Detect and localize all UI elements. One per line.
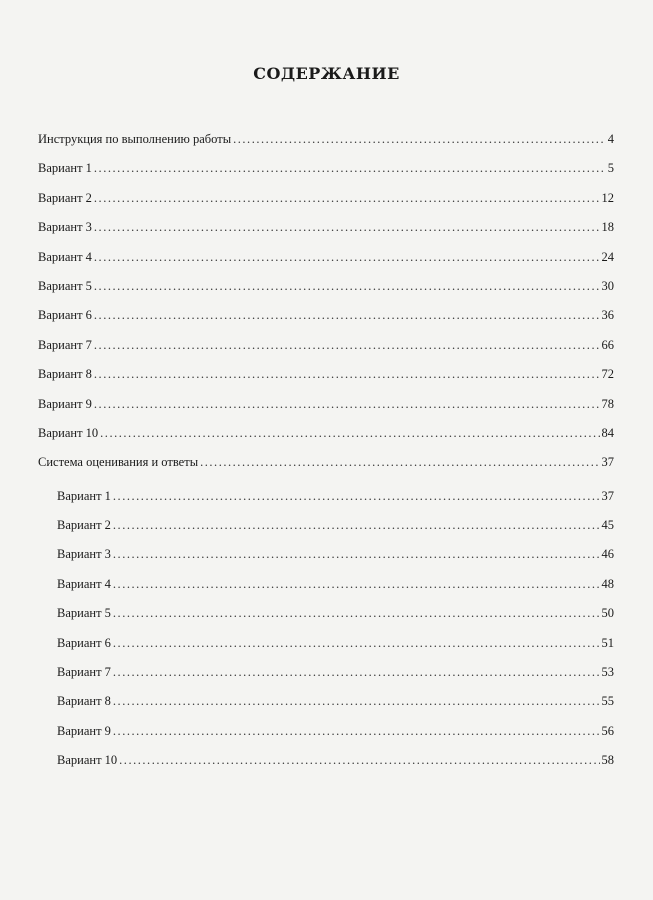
- toc-subentry-label: Вариант 4: [57, 576, 111, 591]
- toc-entry-page: 36: [601, 308, 614, 323]
- toc-entry-label: Вариант 10: [38, 425, 99, 440]
- toc-subentry-variant-4: [38, 577, 614, 606]
- page-title: СОДЕРЖАНИЕ: [253, 64, 400, 83]
- toc-dot-leader: [94, 250, 600, 265]
- toc-entry-page: 5: [607, 161, 614, 176]
- toc-entry-variant-4: [38, 250, 614, 279]
- toc-subentry-page: 50: [601, 606, 614, 621]
- toc-subentry-variant-3: [38, 547, 614, 576]
- toc-subentry-label: Вариант 9: [57, 723, 111, 738]
- toc-dot-leader: [94, 161, 606, 176]
- toc-subentry-label: Вариант 8: [57, 694, 111, 709]
- toc-entry-label: Вариант 8: [38, 367, 92, 382]
- toc-entry-label: Вариант 5: [38, 278, 92, 293]
- toc-subentry-page: 58: [601, 753, 614, 768]
- toc-dot-leader: [94, 338, 600, 353]
- toc-entry-page: 30: [601, 278, 614, 293]
- toc-subentry-variant-6: [38, 636, 614, 665]
- toc-subentry-variant-9: [38, 724, 614, 753]
- toc-dot-leader: [113, 636, 600, 651]
- toc-subentry-page: 37: [601, 488, 614, 503]
- toc-dot-leader: [119, 753, 599, 768]
- toc-subentry-variant-8: [38, 694, 614, 723]
- toc-subentry-page: 46: [601, 547, 614, 562]
- toc-subentry-page: 56: [601, 723, 614, 738]
- toc-entry-label: Вариант 9: [38, 396, 92, 411]
- toc-dot-leader: [94, 308, 600, 323]
- toc-entry-variant-8: [38, 367, 614, 396]
- toc-dot-leader: [94, 279, 600, 294]
- toc-dot-leader: [94, 367, 600, 382]
- toc-dot-leader: [100, 426, 599, 441]
- toc-entry-page: 4: [607, 132, 614, 146]
- toc-dot-leader: [113, 724, 600, 739]
- toc-subentry-page: 51: [601, 635, 614, 650]
- toc-entry-label: Вариант 6: [38, 308, 92, 323]
- toc-dot-leader: [113, 518, 600, 533]
- toc-subentry-page: 45: [601, 518, 614, 533]
- toc-dot-leader: [113, 489, 600, 504]
- toc-subentry-variant-10: [38, 753, 614, 782]
- toc-subentry-variant-2: [38, 518, 614, 547]
- toc-dot-leader: [113, 606, 600, 621]
- toc-entry-label: Вариант 1: [38, 161, 92, 176]
- toc-entry-label: Система оценивания и ответы: [38, 455, 199, 470]
- toc-entry-label: Вариант 2: [38, 190, 92, 205]
- toc-entry-answers: [38, 455, 614, 484]
- toc-entry-label: Вариант 7: [38, 337, 92, 352]
- toc-subentry-label: Вариант 10: [57, 753, 118, 768]
- toc-dot-leader: [94, 220, 600, 235]
- toc-entry-variant-1: [38, 161, 614, 190]
- toc-entry-variant-9: [38, 397, 614, 426]
- toc-subentry-label: Вариант 6: [57, 635, 111, 650]
- toc-dot-leader: [94, 397, 600, 412]
- toc-dot-leader: [233, 132, 606, 147]
- toc-entry-variant-2: [38, 191, 614, 220]
- toc-entry-page: 78: [601, 396, 614, 411]
- toc-entry-variant-5: [38, 279, 614, 308]
- toc-entry-variant-10: [38, 426, 614, 455]
- toc-entry-label: Вариант 3: [38, 220, 92, 235]
- toc-entry-page: 12: [601, 190, 614, 205]
- toc-subentry-page: 55: [601, 694, 614, 709]
- toc-dot-leader: [94, 191, 600, 206]
- toc-subentry-label: Вариант 3: [57, 547, 111, 562]
- toc-dot-leader: [200, 455, 599, 470]
- toc-entry-instructions: [38, 132, 614, 161]
- toc-subentry-page: 48: [601, 576, 614, 591]
- toc-subentry-label: Вариант 5: [57, 606, 111, 621]
- toc-entry-page: 84: [601, 425, 614, 440]
- toc-subentry-variant-7: [38, 665, 614, 694]
- toc-dot-leader: [113, 665, 600, 680]
- toc-dot-leader: [113, 694, 600, 709]
- toc-subentry-label: Вариант 7: [57, 665, 111, 680]
- toc-subentry-label: Вариант 1: [57, 488, 111, 503]
- toc-entry-variant-7: [38, 338, 614, 367]
- toc-dot-leader: [113, 547, 600, 562]
- toc-entry-page: 37: [601, 455, 614, 470]
- toc-dot-leader: [113, 577, 600, 592]
- toc-subentry-variant-5: [38, 606, 614, 635]
- toc-entry-page: 66: [601, 337, 614, 352]
- toc-entry-page: 24: [601, 249, 614, 264]
- toc-subentry-variant-1: [38, 489, 614, 518]
- toc-subentry-page: 53: [601, 665, 614, 680]
- toc-entry-variant-3: [38, 220, 614, 249]
- toc-entry-label: Инструкция по выполнению работы: [38, 132, 232, 146]
- toc-subentry-label: Вариант 2: [57, 518, 111, 533]
- toc-entry-label: Вариант 4: [38, 249, 92, 264]
- toc-entry-variant-6: [38, 308, 614, 337]
- table-of-contents: [38, 132, 614, 783]
- toc-entry-page: 72: [601, 367, 614, 382]
- toc-entry-page: 18: [601, 220, 614, 235]
